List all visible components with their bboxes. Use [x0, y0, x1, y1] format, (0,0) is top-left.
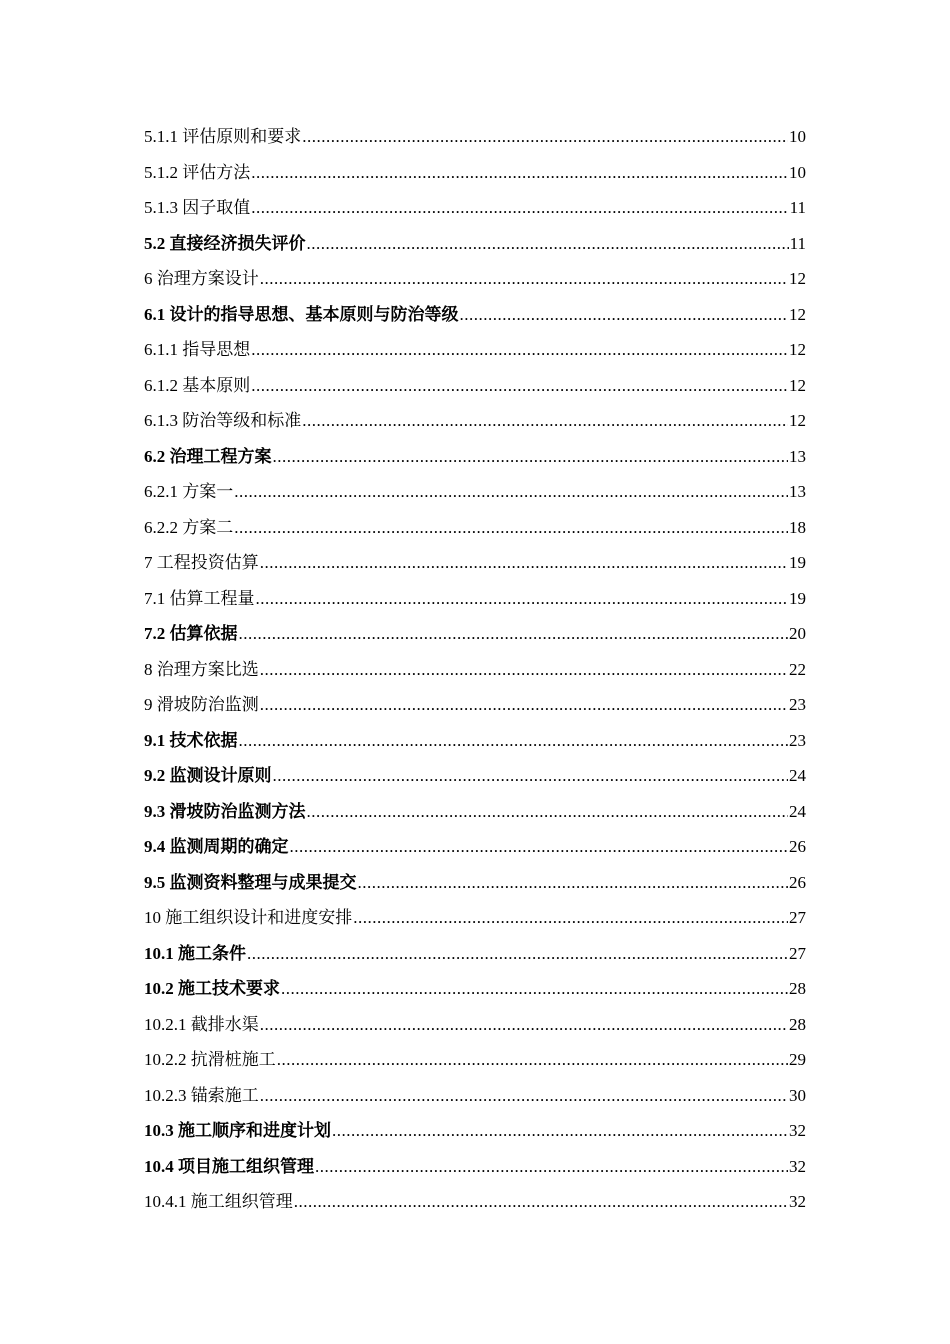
toc-dot-leader [307, 226, 789, 262]
toc-entry[interactable] [144, 403, 806, 439]
toc-dot-leader [260, 687, 788, 723]
toc-entry[interactable] [144, 297, 806, 333]
toc-entry[interactable] [144, 936, 806, 972]
toc-entry-title: 6 治理方案设计 [144, 269, 259, 288]
toc-entry-page: 24 [789, 766, 806, 785]
toc-entry[interactable] [144, 1078, 806, 1114]
toc-entry-page: 26 [789, 872, 806, 892]
toc-entry-page: 23 [789, 730, 806, 750]
toc-entry[interactable] [144, 794, 806, 830]
toc-dot-leader [251, 155, 788, 191]
toc-entry[interactable] [144, 261, 806, 297]
toc-entry-title: 10.4 项目施工组织管理 [144, 1156, 314, 1176]
toc-entry[interactable] [144, 119, 806, 155]
toc-dot-leader [302, 403, 788, 439]
toc-entry-page: 28 [789, 979, 806, 998]
toc-entry-title: 9.1 技术依据 [144, 730, 238, 750]
toc-entry[interactable] [144, 439, 806, 475]
toc-dot-leader [239, 616, 789, 652]
toc-dot-leader [251, 190, 788, 226]
toc-entry-title: 5.1.3 因子取值 [144, 198, 251, 217]
toc-entry-page: 13 [789, 482, 806, 501]
toc-entry[interactable] [144, 474, 806, 510]
toc-dot-leader [251, 332, 788, 368]
toc-entry-title: 10.2.1 截排水渠 [144, 1014, 259, 1034]
toc-dot-leader [251, 368, 788, 404]
toc-entry[interactable] [144, 829, 806, 865]
toc-entry[interactable] [144, 900, 806, 936]
toc-entry-page: 28 [789, 1014, 806, 1034]
toc-entry-title: 9 滑坡防治监测 [144, 695, 259, 714]
toc-entry-title: 9.2 监测设计原则 [144, 766, 272, 785]
toc-entry-page: 27 [789, 908, 806, 927]
toc-dot-leader [307, 794, 789, 830]
toc-entry[interactable] [144, 368, 806, 404]
toc-entry-title: 9.4 监测周期的确定 [144, 837, 289, 856]
toc-entry-page: 13 [789, 446, 806, 466]
toc-dot-leader [273, 439, 789, 475]
toc-entry-page: 12 [789, 375, 806, 395]
toc-entry-title: 6.1.3 防治等级和标准 [144, 411, 302, 430]
toc-entry-title: 7 工程投资估算 [144, 553, 259, 572]
toc-dot-leader [260, 261, 788, 297]
toc-dot-leader [260, 545, 788, 581]
toc-dot-leader [290, 829, 789, 865]
toc-entry[interactable] [144, 1149, 806, 1185]
toc-dot-leader [294, 1184, 788, 1220]
toc-entry-page: 12 [789, 411, 806, 430]
toc-entry-title: 6.1.2 基本原则 [144, 375, 251, 395]
toc-entry-page: 32 [789, 1156, 806, 1176]
toc-entry-page: 24 [789, 801, 806, 821]
toc-entry-page: 32 [789, 1192, 806, 1211]
toc-dot-leader [281, 971, 788, 1007]
toc-entry-page: 22 [789, 659, 806, 679]
toc-entry-title: 5.1.2 评估方法 [144, 162, 251, 182]
toc-entry-page: 10 [789, 162, 806, 182]
toc-entry-page: 26 [789, 837, 806, 856]
toc-entry[interactable] [144, 723, 806, 759]
toc-dot-leader [247, 936, 788, 972]
toc-entry[interactable] [144, 652, 806, 688]
toc-entry-page: 11 [789, 198, 806, 217]
toc-entry-title: 10 施工组织设计和进度安排 [144, 908, 353, 927]
toc-entry-title: 5.2 直接经济损失评价 [144, 233, 306, 253]
toc-entry[interactable] [144, 226, 806, 262]
toc-dot-leader [234, 474, 788, 510]
toc-entry-title: 5.1.1 评估原则和要求 [144, 127, 302, 146]
toc-entry-title: 9.5 监测资料整理与成果提交 [144, 872, 357, 892]
toc-dot-leader [260, 1007, 788, 1043]
toc-dot-leader [353, 900, 788, 936]
toc-entry[interactable] [144, 1007, 806, 1043]
toc-entry-page: 12 [789, 340, 806, 359]
toc-dot-leader [239, 723, 789, 759]
toc-dot-leader [358, 865, 789, 901]
toc-entry-title: 10.2.2 抗滑桩施工 [144, 1050, 276, 1069]
toc-entry[interactable] [144, 865, 806, 901]
toc-entry-title: 10.2 施工技术要求 [144, 979, 280, 998]
toc-entry-page: 10 [789, 127, 806, 146]
toc-entry-title: 9.3 滑坡防治监测方法 [144, 801, 306, 821]
toc-entry-title: 8 治理方案比选 [144, 659, 259, 679]
toc-entry-title: 6.2.2 方案二 [144, 517, 234, 537]
toc-entry-page: 20 [789, 624, 806, 643]
toc-entry-page: 30 [789, 1085, 806, 1105]
toc-entry[interactable] [144, 1184, 806, 1220]
toc-entry-page: 32 [789, 1121, 806, 1140]
toc-dot-leader [260, 1078, 788, 1114]
toc-entry[interactable] [144, 1042, 806, 1078]
toc-dot-leader [234, 510, 788, 546]
toc-entry[interactable] [144, 190, 806, 226]
toc-entry[interactable] [144, 1113, 806, 1149]
toc-dot-leader [315, 1149, 788, 1185]
toc-entry-page: 11 [789, 233, 806, 253]
toc-entry-title: 10.2.3 锚索施工 [144, 1085, 259, 1105]
toc-entry[interactable] [144, 581, 806, 617]
toc-dot-leader [332, 1113, 788, 1149]
toc-entry-title: 7.1 估算工程量 [144, 588, 255, 608]
toc-entry-page: 19 [789, 588, 806, 608]
toc-entry-page: 27 [789, 943, 806, 963]
toc-entry-page: 29 [789, 1050, 806, 1069]
toc-entry-title: 10.1 施工条件 [144, 943, 246, 963]
toc-entry-title: 10.3 施工顺序和进度计划 [144, 1121, 331, 1140]
toc-dot-leader [256, 581, 789, 617]
toc-entry[interactable] [144, 332, 806, 368]
toc-entry[interactable] [144, 616, 806, 652]
toc-dot-leader [260, 652, 788, 688]
toc-entry-title: 6.2 治理工程方案 [144, 446, 272, 466]
toc-entry-page: 12 [789, 269, 806, 288]
table-of-contents [144, 119, 806, 1220]
toc-entry-page: 12 [789, 304, 806, 324]
toc-entry-title: 6.1.1 指导思想 [144, 340, 251, 359]
toc-entry[interactable] [144, 545, 806, 581]
toc-dot-leader [273, 758, 789, 794]
toc-dot-leader [460, 297, 789, 333]
toc-entry[interactable] [144, 758, 806, 794]
toc-entry-page: 19 [789, 553, 806, 572]
toc-entry-title: 10.4.1 施工组织管理 [144, 1192, 293, 1211]
toc-entry-title: 6.1 设计的指导思想、基本原则与防治等级 [144, 304, 459, 324]
toc-entry[interactable] [144, 971, 806, 1007]
toc-dot-leader [277, 1042, 788, 1078]
toc-entry-title: 6.2.1 方案一 [144, 482, 234, 501]
toc-entry[interactable] [144, 155, 806, 191]
toc-entry[interactable] [144, 510, 806, 546]
toc-entry-page: 18 [789, 517, 806, 537]
toc-entry[interactable] [144, 687, 806, 723]
toc-dot-leader [302, 119, 788, 155]
toc-entry-title: 7.2 估算依据 [144, 624, 238, 643]
toc-entry-page: 23 [789, 695, 806, 714]
